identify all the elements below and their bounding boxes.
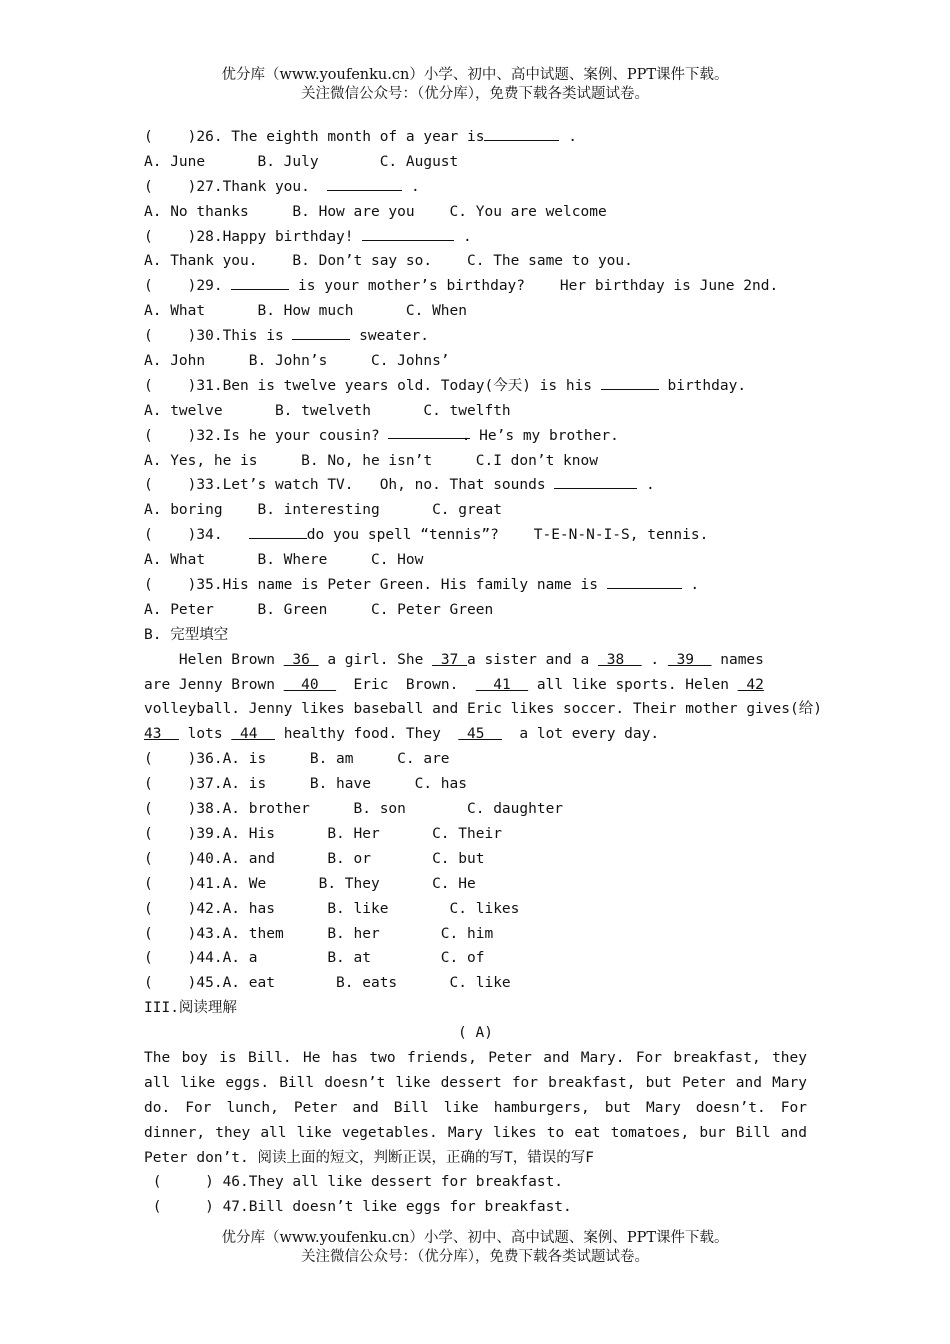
cloze-question-40: ( )40.A. and B. or C. but xyxy=(144,850,485,867)
answer-blank xyxy=(554,474,637,489)
blank-37: 37 xyxy=(432,651,468,668)
question-29-options: A. What B. How much C. When xyxy=(144,303,468,320)
footer-line-1: 优分库（www.youfenku.cn）小学、初中、高中试题、案例、PPT课件下载。 xyxy=(221,1230,729,1246)
reading-passage: The boy is Bill. He has two friends, Peter and Mary. For breakfast, they all like eggs. Bill doesn’t like dessert for breakfast, but Peter and Mary do. For lunch, Peter and Bill like hamburgers, but Mary doesn’t. For dinner, they all like vegetables. Mary likes to eat tomatoes, bur Bill and Peter don’t. 阅读上面的短文，判断正误，正确的写T，错误的写F xyxy=(144,1049,807,1166)
question-32: ( )32.Is he your cousin? . He’s my brother. xyxy=(144,424,807,449)
page-header xyxy=(0,66,950,104)
question-33-options: A. boring B. interesting C. great xyxy=(144,502,502,519)
cloze-question-42: ( )42.A. has B. like C. likes xyxy=(144,900,520,917)
blank-36: 36 xyxy=(283,651,319,668)
question-29: ( )29. is your mother’s birthday? Her birthday is June 2nd. xyxy=(144,274,807,299)
header-line-1: 优分库（www.youfenku.cn）小学、初中、高中试题、案例、PPT课件下载。 xyxy=(221,67,729,83)
answer-blank xyxy=(607,574,682,589)
question-34: ( )34. do you spell “tennis”? T-E-N-N-I-S, tennis. xyxy=(144,523,807,548)
answer-blank xyxy=(362,226,454,241)
document-body xyxy=(144,125,822,1220)
cloze-question-41: ( )41.A. We B. They C. He xyxy=(144,875,476,892)
cloze-question-39: ( )39.A. His B. Her C. Their xyxy=(144,825,502,842)
passage-a-label: ( A) xyxy=(458,1025,493,1042)
answer-blank xyxy=(292,325,350,340)
question-26-options: A. June B. July C. August xyxy=(144,153,459,170)
question-31: ( )31.Ben is twelve years old. Today(今天) is his birthday. xyxy=(144,374,807,399)
question-35: ( )35.His name is Peter Green. His family name is . xyxy=(144,573,807,598)
question-28: ( )28.Happy birthday! . xyxy=(144,225,807,250)
section-iii-title: III.阅读理解 xyxy=(144,1000,237,1017)
cloze-line-2: are Jenny Brown 40 Eric Brown. 41 all like sports. Helen 42 xyxy=(144,676,764,693)
cloze-question-38: ( )38.A. brother B. son C. daughter xyxy=(144,801,564,818)
question-33: ( )33.Let’s watch TV. Oh, no. That sounds . xyxy=(144,473,807,498)
cloze-question-43: ( )43.A. them B. her C. him xyxy=(144,925,494,942)
cloze-passage xyxy=(144,648,822,748)
question-30-options: A. John B. John’s C. Johns’ xyxy=(144,353,450,370)
question-34-options: A. What B. Where C. How xyxy=(144,552,424,569)
question-28-options: A. Thank you. B. Don’t say so. C. The same to you. xyxy=(144,253,633,270)
blank-38: 38 xyxy=(597,651,642,668)
question-32-options: A. Yes, he is B. No, he isn’t C.I don’t know xyxy=(144,452,598,469)
blank-40: 40 xyxy=(283,676,337,693)
blank-45: 45 xyxy=(458,726,502,743)
answer-blank xyxy=(231,275,289,290)
answer-blank xyxy=(601,375,659,390)
header-line-2: 关注微信公众号：（优分库），免费下载各类试题试卷。 xyxy=(301,86,649,102)
cloze-question-44: ( )44.A. a B. at C. of xyxy=(144,950,485,967)
answer-blank xyxy=(327,176,402,191)
cloze-question-36: ( )36.A. is B. am C. are xyxy=(144,751,450,768)
multiple-choice-questions xyxy=(144,125,807,623)
cloze-question-45: ( )45.A. eat B. eats C. like xyxy=(144,975,511,992)
cloze-question-37: ( )37.A. is B. have C. has xyxy=(144,776,468,793)
cloze-options xyxy=(144,747,807,996)
question-35-options: A. Peter B. Green C. Peter Green xyxy=(144,601,494,618)
answer-blank xyxy=(249,524,307,539)
cloze-line-4: 43 lots 44 healthy food. They 45 a lot every day. xyxy=(144,726,660,743)
blank-43: 43 xyxy=(144,726,179,743)
answer-blank xyxy=(484,126,559,141)
cloze-line-1: Helen Brown 36 a girl. She 37 a sister and a 38 . 39 names xyxy=(144,651,764,668)
blank-41: 41 xyxy=(475,676,529,693)
question-31-options: A. twelve B. twelveth C. twelfth xyxy=(144,402,511,419)
answer-blank: . xyxy=(388,424,470,439)
blank-39: 39 xyxy=(667,651,712,668)
question-47: ( ) 47.Bill doesn’t like eggs for breakfast. xyxy=(144,1199,572,1216)
footer-line-2: 关注微信公众号：（优分库），免费下载各类试题试卷。 xyxy=(301,1249,649,1265)
blank-42: 42 xyxy=(737,676,764,693)
question-27-options: A. No thanks B. How are you C. You are welcome xyxy=(144,203,607,220)
question-27: ( )27.Thank you. . xyxy=(144,175,807,200)
page-footer xyxy=(0,1229,950,1267)
question-46: ( ) 46.They all like dessert for breakfast. xyxy=(144,1174,564,1191)
question-26: ( )26. The eighth month of a year is . xyxy=(144,125,807,150)
question-30: ( )30.This is sweater. xyxy=(144,324,807,349)
cloze-line-3: volleyball. Jenny likes baseball and Eric likes soccer. Their mother gives(给) xyxy=(144,701,822,718)
blank-44: 44 xyxy=(231,726,275,743)
section-b-title: B. 完型填空 xyxy=(144,626,229,643)
